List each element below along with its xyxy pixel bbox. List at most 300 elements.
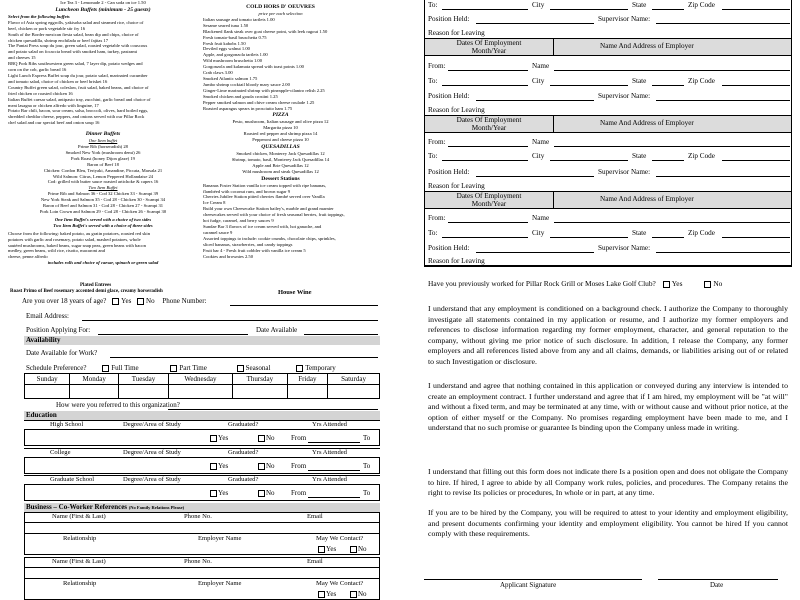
position-held-input[interactable] [476, 23, 594, 24]
date-available-input[interactable] [304, 334, 378, 335]
menu-line: Cod: grilled with butter sauce roasted artichoke & capers 16 [47, 179, 159, 185]
temporary-label: Temporary [305, 364, 336, 372]
ref-name-col: Name (First & Last) [52, 513, 106, 520]
hors-list [203, 17, 358, 112]
menu-line: Baron of Beef 18 [87, 161, 119, 167]
menu-line: Sesame seared tuna 1.50 [203, 22, 249, 28]
dates-employment-label: Dates Of Employment [456, 39, 522, 47]
menu-line: Crab claws 3.00 [203, 70, 233, 76]
yes-label: Yes [326, 590, 337, 598]
edu-years-col: Yrs Attended [312, 421, 347, 428]
availability-header: Availability [24, 336, 380, 345]
position-applying-label: Position Applying For: [26, 326, 91, 334]
over18-no-checkbox[interactable] [137, 298, 144, 305]
ref-contact-no-checkbox[interactable] [350, 591, 357, 598]
edu-to-label: To [363, 489, 371, 497]
city-input[interactable] [550, 9, 628, 10]
menu-line: Potato Bar chili, bacon, sour cream, salsa, broccoli, olives, hard boiled eggs, [8, 108, 149, 114]
edu-row-label: College [50, 449, 71, 456]
menu-line: Ginger-Lime marinated shrimp with pineapple-cilantro relish 2.25 [203, 87, 325, 93]
menu-line: Italian sausage and tomato tartlets 1.00 [203, 16, 275, 22]
edu-graduated-no-checkbox[interactable] [258, 463, 265, 470]
disclosure-paragraph-4 [428, 508, 788, 540]
menu-line: Apple, and gorgonzola tartlets 1.00 [203, 52, 268, 58]
seasonal-checkbox[interactable] [237, 365, 244, 372]
edu-years-input[interactable] [308, 497, 360, 498]
menu-line: Smoked chicken, Monterey Jack Quesadillas 12 [236, 151, 325, 157]
menu-line: Ice Cream 8 [203, 200, 226, 206]
edu-years-input[interactable] [308, 470, 360, 471]
edu-to-label: To [363, 434, 371, 442]
menu-line: Gorgonzola and kalamata spread with toast points 1.00 [203, 64, 304, 70]
disclosure-paragraph-2 [428, 381, 788, 434]
name-address-label: Name And Address of Employer [600, 119, 694, 127]
menu-line: New York Steak and Salmon 35 - Cod 28 - Chicken 30 - Scampi 34 [40, 197, 166, 203]
disclosure-paragraph-3 [428, 467, 788, 499]
city-label: City [532, 1, 545, 9]
prev-worked-no-checkbox[interactable] [704, 281, 711, 288]
to-label: To: [428, 152, 438, 160]
supervisor-label: Supervisor Name: [598, 92, 651, 100]
ref-email-col: Email [307, 513, 323, 520]
menu-line: BBQ Pork Ribs southwestern green salad, 7 layer dip, potato wedges and [8, 61, 143, 67]
to-label: To: [428, 1, 438, 9]
state-input[interactable] [652, 237, 684, 238]
day-header-friday: Friday [287, 374, 327, 385]
city-label: City [532, 77, 545, 85]
menu-line: Wild mushroom bruschetta 1.00 [203, 58, 263, 64]
menu-line: Light Lunch Express Buffet soup du jour, potato salad, marinated cucumber [8, 72, 148, 78]
menu-line: Pepperoni and cheese pizza 10 [252, 137, 309, 143]
menu-line: sliced bananas, strawberries, and candy toppings [203, 241, 293, 247]
reason-leaving-label: Reason for Leaving [428, 106, 485, 114]
menu-line: Assorted toppings to include: cookie crumbs, chocolate chips, sprinkles, [203, 235, 336, 241]
full-time-checkbox[interactable] [102, 365, 109, 372]
position-held-input[interactable] [476, 176, 594, 177]
menu-line: cheese, penne alfredo [8, 254, 48, 260]
city-input[interactable] [550, 237, 628, 238]
menu-line: Wild Salmon: Citrus, Lemon Peppered Hollandaise 24 [52, 173, 154, 179]
menu-line: Blackened flank steak over goat cheese point, with leek ragout 1.50 [203, 28, 328, 34]
position-held-label: Position Held: [428, 92, 470, 100]
employer-name-input[interactable] [554, 146, 790, 147]
ref-relationship-col: Relationship [63, 535, 97, 542]
edu-row-label: High School [50, 421, 84, 428]
menu-line: Build your own Cheesecake Station bailey's, marble and grand marnier [203, 206, 334, 212]
menu-line: Margarita pizza 10 [263, 125, 298, 131]
over18-yes-checkbox[interactable] [112, 298, 119, 305]
menu-line: Roasted red pepper and shrimp pizza 14 [243, 131, 318, 137]
temporary-checkbox[interactable] [296, 365, 303, 372]
no-label: No [146, 297, 155, 305]
edu-years-col: Yrs Attended [312, 449, 347, 456]
reason-leaving-label: Reason for Leaving [428, 257, 485, 265]
menu-line: Shrimp, tomato, basil, Monterey Jack Quesadillas 14 [231, 156, 330, 162]
no-label: No [266, 434, 275, 442]
house-wine-title: House Wine [278, 289, 312, 296]
menu-line: chicken quesadilla, shrimp enchilada or beef fajitas 17 [8, 37, 109, 43]
beverage-line: Ice Tea 3 - Lemonade 2 - Can soda on ice 1.50 [60, 0, 146, 5]
edu-degree-input[interactable] [110, 457, 204, 472]
yes-label: Yes [218, 489, 229, 497]
state-label: State [632, 1, 647, 9]
yes-label: Yes [218, 462, 229, 470]
hors-title: COLD HORS D' OEUVRES [246, 4, 315, 10]
schedule-pref-row [26, 364, 336, 373]
hors-subtitle: price per each selection [258, 11, 303, 16]
day-availability-friday[interactable] [287, 385, 327, 399]
paragraph-text: I understand that filling out this form does not indicate there Is a position open and does not obligate the Company to hire. If hired, I agree to abide by all Company work rules, policies, and procedures. The Company retains the right to revise Its policies or procedures, In whole or in part, at any time. [428, 467, 788, 498]
references-note: (No Family Relations Please) [128, 505, 185, 510]
days-input-row [25, 385, 380, 399]
menu-line: Wild mushroom and steak Quesadillas 12 [242, 168, 319, 174]
over-18-row [22, 297, 207, 306]
email-label: Email Address: [26, 312, 69, 320]
menu-line: Baron of Beef and Salmon 31 - Cod 28 - Chicken 27 - Scampi 31 [42, 203, 164, 209]
menu-line: hot fudge, caramel, and berry sauces 9 [203, 218, 274, 224]
state-label: State [632, 229, 647, 237]
edu-header-line [24, 475, 380, 476]
position-held-label: Position Held: [428, 244, 470, 252]
yes-label: Yes [671, 279, 683, 288]
from-input[interactable] [448, 222, 528, 223]
date-signature-label: Date [710, 581, 724, 589]
ref-relationship-col: Relationship [63, 580, 97, 587]
menu-line: The Pantai Press soup du jour, green salad, roasted vegetable with couscous [8, 43, 148, 49]
to-label: To: [428, 77, 438, 85]
edu-graduated-no-checkbox[interactable] [258, 490, 265, 497]
ref-contact-yes-checkbox[interactable] [318, 546, 325, 553]
menu-line: potatoes with garlic and rosemary, potato salad, mashed potatoes, whole [8, 236, 141, 242]
menu-line: Prime Rib and Salmon 36 - Cod 32 Chicken 33 - Scampi 39 [47, 191, 159, 197]
date-available-label: Date Available [256, 326, 298, 334]
employer-name-input[interactable] [554, 222, 790, 223]
no-label: No [358, 590, 367, 598]
menu-line: Italian Buffet caesar salad, antipasto tray, zucchini, garlic bread and choice of [8, 96, 151, 102]
menu-line: medley, green beans, wild rice, risotto, macaroni and [8, 248, 106, 254]
edu-degree-col: Degree/Area of Study [123, 476, 181, 483]
menu-line: and tomato salad, choice of chicken or beef brisket 16 [8, 78, 108, 84]
edu-header-line [24, 420, 380, 421]
edu-from-label: From [291, 434, 307, 442]
buffet-note-one: One Item Buffet's served with a choice of two sides [54, 216, 152, 222]
sides-list [8, 231, 198, 261]
from-input[interactable] [448, 146, 528, 147]
zip-label: Zip Code [688, 1, 715, 9]
day-header-thursday: Thursday [233, 374, 288, 385]
state-input[interactable] [652, 9, 684, 10]
paragraph-text: If you are to be hired by the Company, you will be required to attest to your identity and employment eligibility, and present documents confirming your identity and employment eligibility. You cannot be hired If you cannot comply with these requirements. [428, 508, 788, 539]
no-label: No [713, 279, 723, 288]
yes-label: Yes [218, 434, 229, 442]
ref-input-row[interactable] [24, 522, 380, 534]
paragraph-text: I understand and agree that nothing contained in this application or conveyed during any interview is intended to create an employment contract. I further understand and agree that if I am hired, my employment will be "at will" and without a fixed term, and may be terminated at any time, with or without cause and without prior notice, at the option of either myself or the Company. No promises regarding employment have been made to me, and I understand that no such promise or guarantee Is binding upon the Company unless made in writing. [428, 381, 788, 433]
menu-line: caramel sauce 9 [203, 229, 233, 235]
pizza-list [203, 119, 358, 143]
ref-employer-col: Employer Name [198, 535, 242, 542]
day-header-sunday: Sunday [25, 374, 70, 385]
menu-line: Prime Rib (horseradish) 28 [78, 144, 128, 150]
state-label: State [632, 77, 647, 85]
part-time-label: Part Time [179, 364, 207, 372]
includes-line: includes rolls and choice of caesar, spinach or green salad [47, 260, 159, 266]
day-header-tuesday: Tuesday [119, 374, 168, 385]
ref-input-row[interactable] [24, 567, 380, 579]
state-input[interactable] [652, 160, 684, 161]
day-availability-wednesday[interactable] [168, 385, 232, 399]
edu-years-input[interactable] [308, 442, 360, 443]
zip-input[interactable] [722, 237, 790, 238]
quesadilla-list [203, 151, 358, 175]
dinner-title: Dinner Buffets [85, 131, 121, 138]
employer-name-label: Name [532, 138, 550, 146]
menu-line: Pork Loin Crown and Salmon 29 - Cod 28 - Chicken 26 - Scampi 30 [39, 209, 167, 214]
luncheon-title: Luncheon Buffets (minimum - 25 guests) [55, 6, 151, 13]
zip-input[interactable] [722, 9, 790, 10]
city-input[interactable] [550, 160, 628, 161]
edu-header-line [24, 448, 380, 449]
catering-menu-left [8, 0, 198, 266]
ref-email-col: Email [307, 558, 323, 565]
prev-worked-yes-checkbox[interactable] [663, 281, 670, 288]
supervisor-label: Supervisor Name: [598, 15, 651, 23]
from-label: From: [428, 62, 446, 70]
two-item-list [8, 191, 198, 215]
buffet-note-two: Two Item Buffet's served with a choice of three sides [53, 222, 153, 228]
dates-employment-label: Dates Of Employment [456, 192, 522, 200]
menu-line: beef, chicken or pork vegetable stir fry 16 [8, 25, 86, 31]
position-held-input[interactable] [476, 252, 594, 253]
reason-leaving-label: Reason for Leaving [428, 29, 485, 37]
menu-line: Cherries Jubilee Station pitted cherries flambé served over Vanilla [203, 194, 325, 200]
email-input[interactable] [82, 320, 378, 321]
menu-line: and cheeses 15 [8, 55, 36, 61]
date-signature-input[interactable] [658, 579, 778, 580]
ref-phone-col: Phone No. [184, 513, 212, 520]
menu-line: Cookies and brownies 2.50 [203, 253, 254, 259]
one-item-title: One Item buffet [88, 138, 118, 144]
name-address-label: Name And Address of Employer [600, 195, 694, 203]
city-input[interactable] [550, 85, 628, 86]
menu-line: Fresh tomato-basil bruschetta 0.75 [203, 34, 267, 40]
ref-phone-col: Phone No. [184, 558, 212, 565]
edu-years-col: Yrs Attended [312, 476, 347, 483]
part-time-checkbox[interactable] [170, 365, 177, 372]
seasonal-label: Seasonal [245, 364, 271, 372]
edu-from-label: From [291, 489, 307, 497]
edu-row-label: Graduate School [50, 476, 95, 483]
day-header-saturday: Saturday [328, 374, 380, 385]
luncheon-subtitle: Select from the following buffets [8, 13, 70, 19]
disclosure-paragraph-1 [428, 304, 788, 368]
days-table [24, 373, 380, 399]
menu-line: shredded cheddar cheese, peppers, and onions served with our Pillar Rock [8, 114, 145, 120]
supervisor-input[interactable] [656, 252, 790, 253]
ref-contact-col: May We Contact? [316, 580, 364, 587]
dessert-title: Dessert Stations [261, 175, 300, 182]
state-input[interactable] [652, 85, 684, 86]
menu-line: Apple and Brie Quesadillas 12 [252, 162, 309, 168]
prev-worked-label: Have you previously worked for Pillar Rock Grill or Moses Lake Golf Club? [428, 279, 656, 288]
edu-from-label: From [291, 462, 307, 470]
no-label: No [358, 545, 367, 553]
supervisor-input[interactable] [656, 23, 790, 24]
paragraph-text: I understand that any employment is conditioned on a background check. I authorize the Company to thoroughly investigate all statements contained in my application or resume, and I authorize my former employers and references to disclose information regarding my former employment, character, and general reputation to the company, without giving me prior notice of such disclosure. In addition, I release the Company, any former employers and all references listed above from any and all claims, demands, or liabilities arising out of or related to such Investigation or disclosure. [428, 304, 788, 366]
position-held-label: Position Held: [428, 15, 470, 23]
zip-label: Zip Code [688, 229, 715, 237]
yes-label: Yes [326, 545, 337, 553]
to-input[interactable] [442, 160, 528, 161]
menu-line: meat lasagna or chicken alfredo with linguine, 17 [8, 102, 99, 108]
reason-leaving-input[interactable] [424, 266, 792, 267]
days-header-row [25, 374, 380, 385]
to-input[interactable] [442, 9, 528, 10]
day-header-monday: Monday [70, 374, 119, 385]
supervisor-label: Supervisor Name: [598, 244, 651, 252]
menu-line: corn on the cob, garlic bread 16 [8, 67, 67, 73]
menu-line: and potato salad on focaccia bread with smoked ham, turkey, pastrami [8, 49, 138, 55]
menu-line: Chicken: Cordon Bleu, Teriyaki, Amandine, Piccata, Marsala 21 [43, 167, 163, 173]
menu-line: Pepper smoked salmon and chive cream cheese roulade 1.25 [203, 99, 315, 105]
employer-name-label: Name [532, 214, 550, 222]
referred-label: How were you referred to this organization? [56, 401, 180, 409]
edu-degree-col: Degree/Area of Study [123, 421, 181, 428]
edu-degree-col: Degree/Area of Study [123, 449, 181, 456]
date-available-work-input[interactable] [110, 357, 378, 358]
referred-input[interactable] [168, 409, 378, 410]
prev-worked-row [428, 279, 722, 288]
plated-line: Roast Primo of Beef rosemary accented demi glace, creamy horseradish [10, 289, 163, 294]
ref-employer-col: Employer Name [198, 580, 242, 587]
employer-name-label: Name [532, 62, 550, 70]
menu-line: Smoked chicken and gouda crostini 1.25 [203, 93, 278, 99]
applicant-signature-label: Applicant Signature [500, 581, 557, 589]
edu-graduated-yes-checkbox[interactable] [210, 435, 217, 442]
supervisor-input[interactable] [656, 176, 790, 177]
catering-menu-right [203, 0, 358, 259]
menu-line: fried chicken or roasted chicken 16 [8, 90, 73, 96]
day-availability-sunday[interactable] [25, 385, 70, 399]
edu-graduated-col: Graduated? [228, 421, 259, 428]
menu-line: Fresh fruit kabobs 1.50 [203, 40, 246, 46]
luncheon-list [8, 20, 198, 126]
menu-line: Country Buffet green salad, coleslaw, fruit salad, baked beans, and choice of [8, 84, 149, 90]
ref-contact-col: May We Contact? [316, 535, 364, 542]
day-header-wednesday: Wednesday [168, 374, 232, 385]
pizza-title: PIZZA [272, 112, 289, 119]
applicant-signature-input[interactable] [424, 579, 642, 580]
edu-degree-input[interactable] [110, 429, 204, 444]
supervisor-label: Supervisor Name: [598, 168, 651, 176]
position-held-label: Position Held: [428, 168, 470, 176]
one-item-list [8, 144, 198, 185]
edu-degree-input[interactable] [110, 484, 204, 499]
day-availability-tuesday[interactable] [119, 385, 168, 399]
dessert-list [203, 183, 358, 260]
over-18-label: Are you over 18 years of age? [22, 297, 107, 305]
edu-to-label: To [363, 462, 371, 470]
menu-line: Smoked New York (mushroom demi) 26 [65, 149, 141, 155]
no-label: No [266, 489, 275, 497]
no-label: No [266, 462, 275, 470]
name-address-label: Name And Address of Employer [600, 42, 694, 50]
zip-input[interactable] [722, 85, 790, 86]
menu-line: Deviled eggs walnut 1.00 [203, 46, 250, 52]
day-availability-saturday[interactable] [328, 385, 380, 399]
state-label: State [632, 152, 647, 160]
edu-graduated-yes-checkbox[interactable] [210, 463, 217, 470]
menu-line: Roasted asparagus spears in prosciutto ham 1.75 [203, 105, 293, 111]
to-input[interactable] [442, 85, 528, 86]
menu-line: Pesto, mushroom, Italian sausage and olive pizza 12 [232, 119, 329, 125]
edu-graduated-col: Graduated? [228, 449, 259, 456]
menu-line: Bananas Foster Station vanilla ice cream topped with ripe bananas, [203, 182, 327, 188]
education-header: Education [24, 411, 380, 420]
menu-line: Jumbo shrimp cocktail bloody mary sauce 2.00 [203, 81, 290, 87]
city-label: City [532, 229, 545, 237]
position-applying-input[interactable] [98, 334, 248, 335]
menu-line: South of the Border mexican fiesta salad, bean dip and chips, choice of [8, 31, 139, 37]
to-input[interactable] [442, 237, 528, 238]
menu-line: cheesecakes served with your choice of fresh seasonal berries, fruit toppings, [203, 212, 345, 218]
zip-input[interactable] [722, 160, 790, 161]
ref-contact-no-checkbox[interactable] [350, 546, 357, 553]
ref-contact-yes-checkbox[interactable] [318, 591, 325, 598]
quesadilla-title: QUESADILLAS [261, 144, 300, 151]
two-item-title: Two Item Buffet [88, 185, 118, 191]
supervisor-input[interactable] [656, 100, 790, 101]
full-time-label: Full Time [111, 364, 139, 372]
menu-line: Choose from the following: baked potato, au gratin potatoes, roasted red skin [8, 230, 150, 236]
day-availability-monday[interactable] [70, 385, 119, 399]
city-label: City [532, 152, 545, 160]
references-header [24, 503, 380, 512]
from-input[interactable] [448, 70, 528, 71]
schedule-pref-label: Schedule Preference? [26, 364, 87, 372]
dates-employment-label: Dates Of Employment [456, 116, 522, 124]
edu-graduated-col: Graduated? [228, 476, 259, 483]
from-label: From: [428, 214, 446, 222]
position-held-input[interactable] [476, 100, 594, 101]
references-title: Business – Co-Worker References [26, 503, 128, 511]
menu-line: chef salad and our special beef and onion soup 16 [8, 120, 100, 126]
menu-line: Fruit bar 4 - Fresh fruit cobbler with vanilla ice cream 5 [203, 247, 306, 253]
menu-line: Flavor of Asia spring eggrolls, yakisoba salad and steamed rice, choice of [8, 19, 144, 25]
employer-name-input[interactable] [554, 70, 790, 71]
menu-line: Smoked Atlantic salmon 1.75 [203, 75, 258, 81]
month-year-label: Month/Year [471, 200, 507, 208]
yes-label: Yes [121, 297, 132, 305]
phone-input[interactable] [230, 305, 378, 306]
plated-title: Plated Entrees [80, 283, 112, 288]
day-availability-thursday[interactable] [233, 385, 288, 399]
edu-graduated-yes-checkbox[interactable] [210, 490, 217, 497]
month-year-label: Month/Year [471, 124, 507, 132]
to-label: To: [428, 229, 438, 237]
edu-graduated-no-checkbox[interactable] [258, 435, 265, 442]
menu-line: flambéed with coconut rum, and brown sugar 9 [203, 188, 291, 194]
menu-line: sautéed mushrooms, baked beans, sugar snap peas, green beans with bacon [8, 242, 146, 248]
month-year-label: Month/Year [471, 47, 507, 55]
date-available-work-label: Date Available for Work? [26, 349, 98, 357]
zip-label: Zip Code [688, 152, 715, 160]
reason-leaving-label: Reason for Leaving [428, 182, 485, 190]
menu-line: Pork Roast (honey Dijon glaze) 19 [71, 155, 135, 161]
menu-line: Sundae Bar 3 flavors of ice cream served with, hot ganache, and [203, 224, 322, 229]
from-label: From: [428, 138, 446, 146]
ref-name-col: Name (First & Last) [52, 558, 106, 565]
phone-label: Phone Number: [162, 297, 207, 305]
